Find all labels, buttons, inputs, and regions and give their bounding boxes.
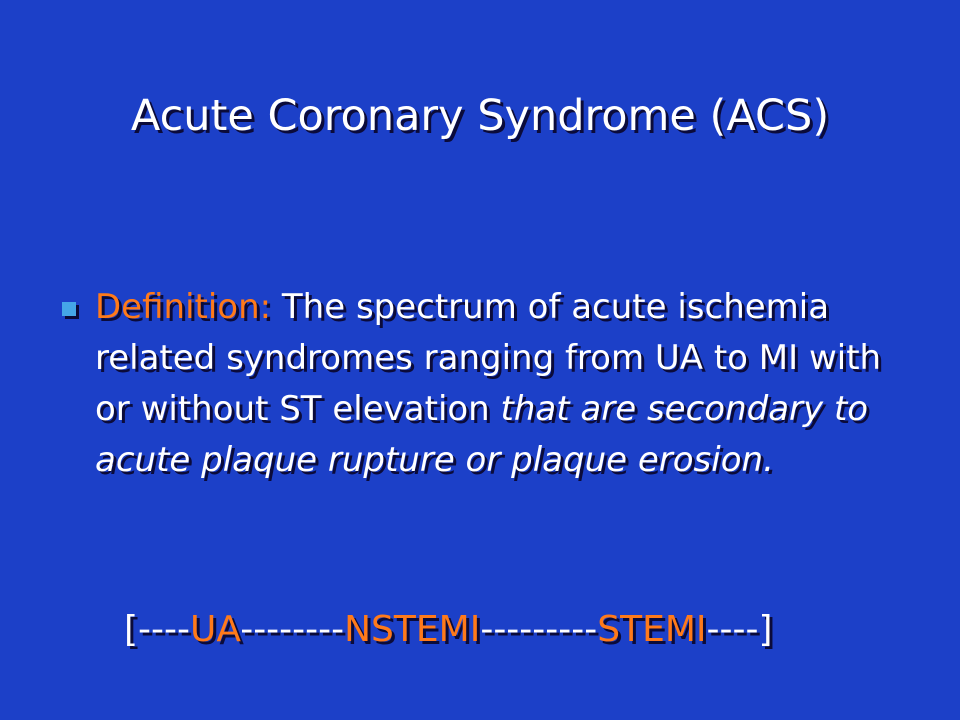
scale-segment-2: ---------	[480, 609, 598, 650]
scale-label-stemi: STEMI	[597, 609, 707, 650]
acs-spectrum-scale	[124, 604, 773, 656]
slide-title: Acute Coronary Syndrome (ACS)	[130, 91, 830, 141]
square-bullet-icon	[62, 302, 76, 316]
definition-text	[95, 282, 915, 486]
definition-body: The spectrum of acute ischemia related syndromes ranging from UA to MI with or without ST elevation	[95, 287, 882, 429]
scale-label-ua: UA	[190, 609, 241, 650]
scale-segment-end: ----]	[706, 609, 773, 650]
scale-segment-start: [----	[124, 609, 191, 650]
definition-bullet	[62, 282, 912, 486]
definition-label: Definition:	[95, 287, 272, 327]
scale-segment-1: --------	[240, 609, 345, 650]
definition-italic: that are secondary to acute plaque rupture or plaque erosion.	[95, 389, 869, 480]
scale-label-nstemi: NSTEMI	[344, 609, 481, 650]
